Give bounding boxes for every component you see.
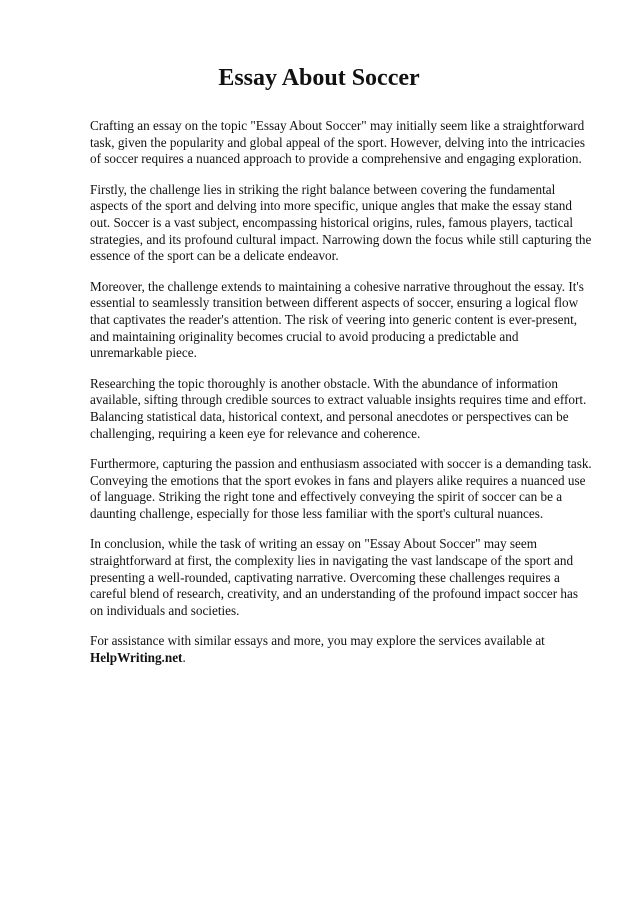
paragraph-narrative: Moreover, the challenge extends to maintaining a cohesive narrative throughout the essay. It's essential to seamlessly transition between different aspects of soccer, ensuring a logical flow that captivates the reader's attention. The risk of veering into generic content is ever-present, and maintaining originality becomes crucial to avoid producing a predictable and unremarkable piece.: [90, 278, 584, 361]
paragraph-conclusion: In conclusion, while the task of writing an essay on "Essay About Soccer" may seem straightforward at first, the complexity lies in navigating the vast landscape of the sport and presenting a well-rounded, captivating narrative. Overcoming these challenges requires a careful blend of research, creativity, and an understanding of the profound impact soccer has on individuals and societies.: [90, 536, 578, 618]
footer-trailing: .: [182, 650, 186, 666]
paragraph-footer: [90, 633, 594, 666]
paragraph-research: Researching the topic thoroughly is another obstacle. With the abundance of information available, sifting through credible sources to extract valuable insights requires time and effort. Balancing statistical data, historical context, and personal anecdotes or perspectives can be challenging, requiring a keen eye for relevance and coherence.: [90, 375, 587, 441]
helpwriting-link[interactable]: HelpWriting.net: [90, 650, 183, 666]
document-title: Essay About Soccer: [218, 65, 420, 91]
footer-text: For assistance with similar essays and more, you may explore the services available at: [90, 633, 545, 649]
paragraph-intro: Crafting an essay on the topic "Essay About Soccer" may initially seem like a straightforward task, given the popularity and global appeal of the sport. However, delving into the intricacies of soccer requires a nuanced approach to provide a comprehensive and engaging exploration.: [90, 118, 585, 167]
paragraph-balance: Firstly, the challenge lies in striking the right balance between covering the fundamental aspects of the sport and delving into more specific, unique angles that make the essay stand out. Soccer is a vast subject, encompassing historical origins, rules, famous players, tactical strategies, and its profound cultural impact. Narrowing down the focus while still capturing the essence of the sport can be a delicate endeavor.: [90, 181, 592, 264]
paragraph-passion: Furthermore, capturing the passion and enthusiasm associated with soccer is a demanding task. Conveying the emotions that the sport evokes in fans and players alike requires a nuanced use of language. Striking the right tone and effectively conveying the spirit of soccer can be a daunting challenge, especially for those less familiar with the sport's cultural nuances.: [90, 456, 592, 521]
